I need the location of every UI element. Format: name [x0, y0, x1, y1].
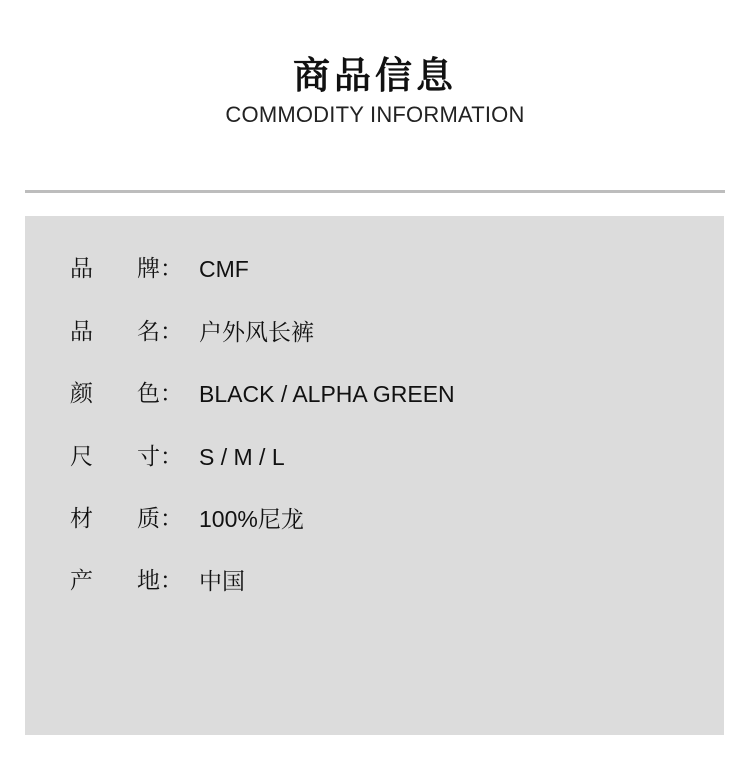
- info-label-second-char: 质：: [137, 506, 183, 532]
- info-value-color: BLACK / ALPHA GREEN: [199, 381, 455, 407]
- info-value-size: S / M / L: [199, 444, 285, 470]
- info-label-second-char: 牌：: [137, 256, 183, 282]
- info-label-first-char: 尺: [70, 444, 93, 470]
- info-value-origin: 中国: [199, 568, 245, 594]
- info-value-product-name: 户外风长裤: [199, 319, 314, 345]
- info-label-second-char: 名：: [137, 319, 183, 345]
- info-value-brand: CMF: [199, 256, 249, 282]
- section-divider: [25, 190, 725, 193]
- info-label-second-char: 色：: [137, 381, 183, 407]
- page-subtitle: COMMODITY INFORMATION: [225, 102, 525, 127]
- info-label-second-char: 地：: [137, 568, 183, 594]
- page-header: [0, 52, 750, 130]
- info-label-first-char: 品: [70, 256, 93, 282]
- info-label-second-char: 寸：: [137, 444, 183, 470]
- info-label-first-char: 品: [70, 319, 93, 345]
- info-label-first-char: 材: [70, 506, 93, 532]
- info-label-first-char: 产: [70, 568, 93, 594]
- info-label-first-char: 颜: [70, 381, 93, 407]
- commodity-info-panel: [25, 216, 724, 735]
- page-title: 商品信息: [293, 54, 457, 97]
- info-value-material: 100%尼龙: [199, 506, 304, 532]
